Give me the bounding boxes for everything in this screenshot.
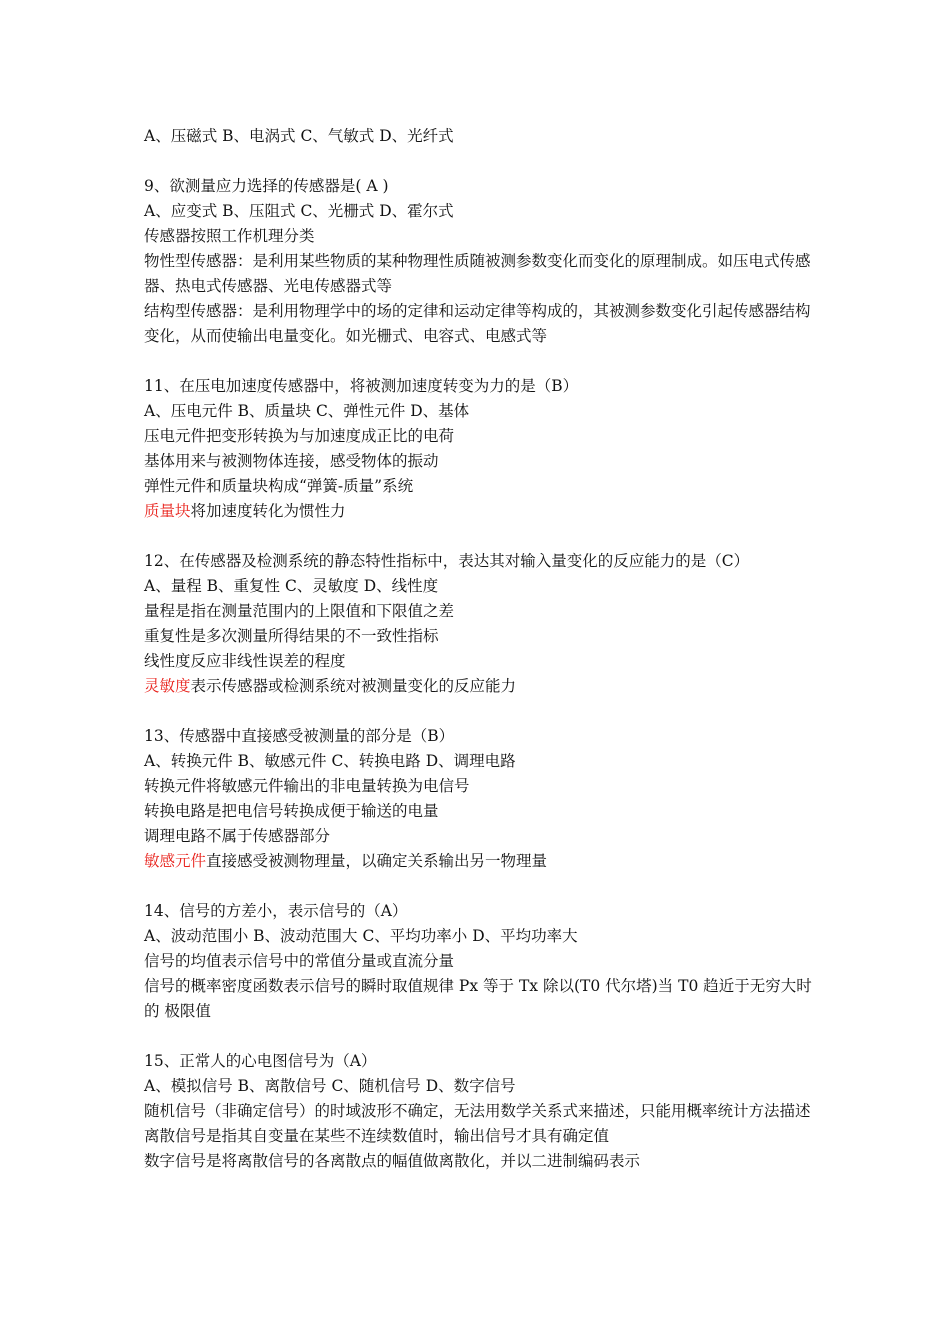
q13-note: 转换电路是把电信号转换成便于输送的电量	[144, 802, 439, 820]
spacer	[144, 874, 812, 899]
q12-note: 重复性是多次测量所得结果的不一致性指标	[144, 627, 439, 645]
q12-options: A、量程 B、重复性 C、灵敏度 D、线性度	[144, 577, 439, 595]
q11-question: 11、在压电加速度传感器中，将被测加速度转变为力的是（B）	[144, 377, 579, 395]
q11-note: 压电元件把变形转换为与加速度成正比的电荷	[144, 427, 455, 445]
q12-answer-term: 灵敏度	[144, 677, 191, 695]
q12-note: 线性度反应非线性误差的程度	[144, 652, 346, 670]
q11-answer-term: 质量块	[144, 502, 191, 520]
q13-answer-explanation	[144, 849, 812, 874]
q9-note: 传感器按照工作机理分类	[144, 227, 315, 245]
q15-note: 随机信号（非确定信号）的时域波形不确定，无法用数学关系式来描述，只能用概率统计方法描述	[144, 1102, 811, 1120]
q14-options: A、波动范围小 B、波动范围大 C、平均功率小 D、平均功率大	[144, 927, 578, 945]
q14-question: 14、信号的方差小，表示信号的（A）	[144, 902, 408, 920]
spacer	[144, 149, 812, 174]
q13-answer-term: 敏感元件	[144, 852, 207, 870]
q14-note: 信号的概率密度函数表示信号的瞬时取值规律 Px 等于 Tx 除以(T0 代尔塔)当 T0 趋近于无穷大时的 极限值	[144, 977, 812, 1020]
q13-answer-text: 直接感受被测物理量，以确定关系输出另一物理量	[206, 852, 548, 870]
q12-note: 量程是指在测量范围内的上限值和下限值之差	[144, 602, 455, 620]
q12-answer-explanation	[144, 674, 812, 699]
q8-options: A、压磁式 B、电涡式 C、气敏式 D、光纤式	[144, 127, 454, 145]
q15-note: 数字信号是将离散信号的各离散点的幅值做离散化，并以二进制编码表示	[144, 1152, 641, 1170]
q13-options: A、转换元件 B、敏感元件 C、转换电路 D、调理电路	[144, 752, 516, 770]
spacer	[144, 349, 812, 374]
q13-note: 转换元件将敏感元件输出的非电量转换为电信号	[144, 777, 470, 795]
q9-note: 结构型传感器：是利用物理学中的场的定律和运动定律等构成的，其被测参数变化引起传感器结构变化，从而使输出电量变化。如光栅式、电容式、电感式等	[144, 302, 811, 345]
q12-answer-text: 表示传感器或检测系统对被测量变化的反应能力	[190, 677, 517, 695]
q9-options: A、应变式 B、压阻式 C、光栅式 D、霍尔式	[144, 202, 454, 220]
q9-note: 物性型传感器：是利用某些物质的某种物理性质随被测参数变化而变化的原理制成。如压电式传感器、热电式传感器、光电传感器式等	[144, 252, 811, 295]
q11-options: A、压电元件 B、质量块 C、弹性元件 D、基体	[144, 402, 470, 420]
q11-note: 基体用来与被测物体连接，感受物体的振动	[144, 452, 439, 470]
q13-note: 调理电路不属于传感器部分	[144, 827, 331, 845]
spacer	[144, 1024, 812, 1049]
spacer	[144, 524, 812, 549]
q11-answer-text: 将加速度转化为惯性力	[190, 502, 346, 520]
q9-question: 9、欲测量应力选择的传感器是( A )	[144, 177, 389, 195]
q12-question: 12、在传感器及检测系统的静态特性指标中，表达其对输入量变化的反应能力的是（C）	[144, 552, 750, 570]
q13-question: 13、传感器中直接感受被测量的部分是（B）	[144, 727, 455, 745]
q11-note: 弹性元件和质量块构成“弹簧-质量”系统	[144, 477, 414, 495]
q11-answer-explanation	[144, 499, 812, 524]
q14-note: 信号的均值表示信号中的常值分量或直流分量	[144, 952, 455, 970]
q15-note: 离散信号是指其自变量在某些不连续数值时，输出信号才具有确定值	[144, 1127, 610, 1145]
document-body	[144, 124, 812, 1174]
q15-question: 15、正常人的心电图信号为（A）	[144, 1052, 377, 1070]
q15-options: A、模拟信号 B、离散信号 C、随机信号 D、数字信号	[144, 1077, 516, 1095]
spacer	[144, 699, 812, 724]
